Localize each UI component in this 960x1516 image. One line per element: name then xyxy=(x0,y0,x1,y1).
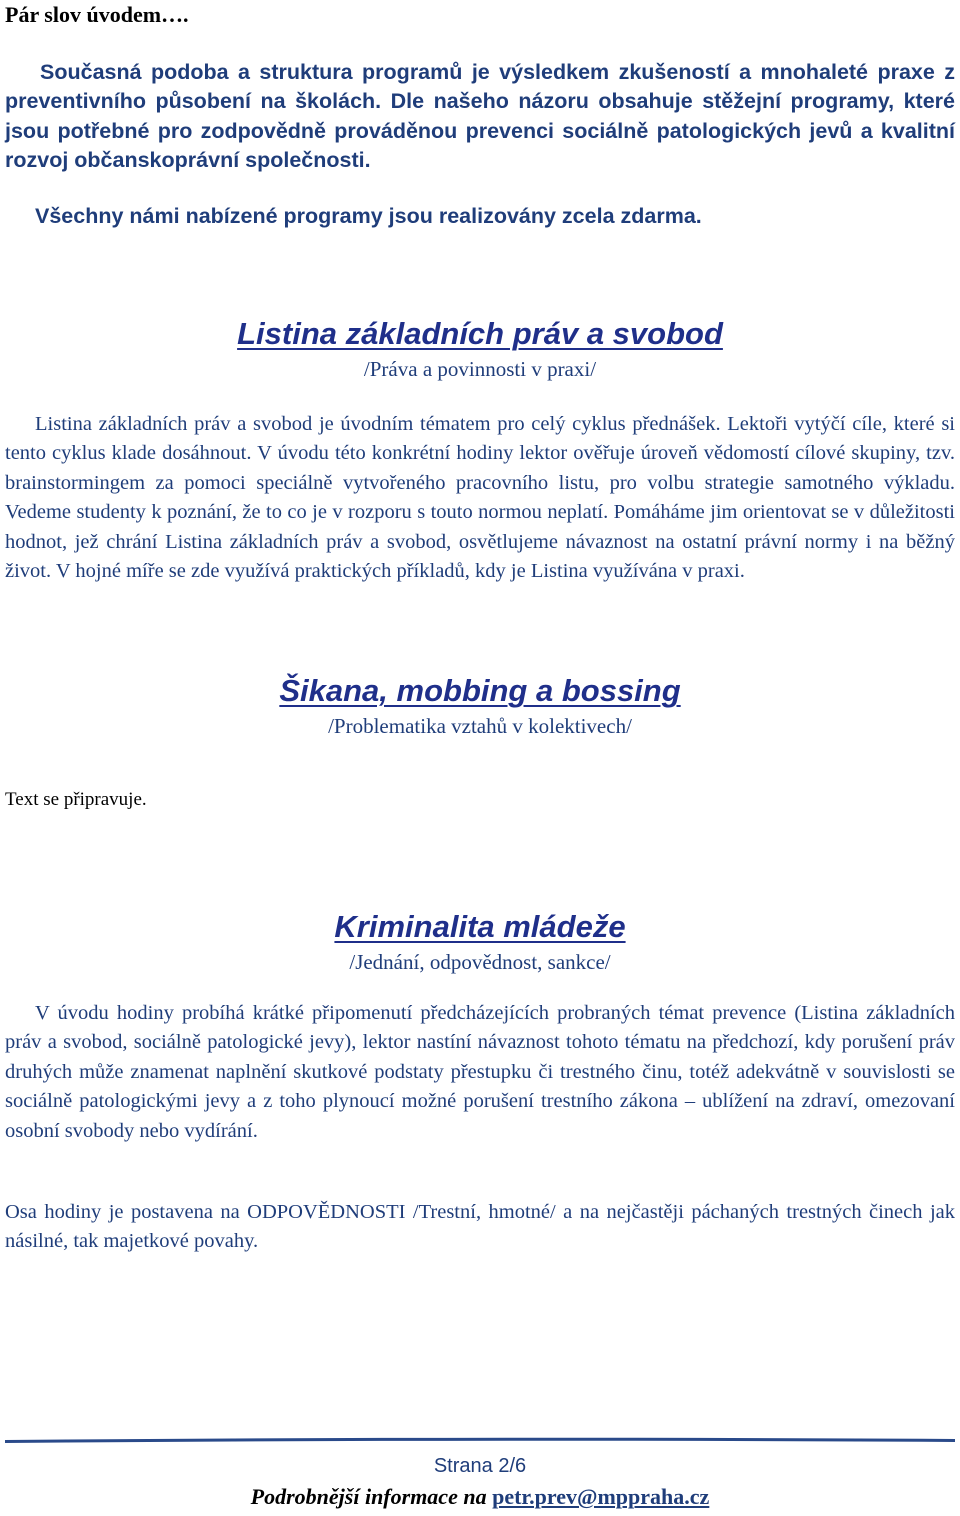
page-title: Pár slov úvodem…. xyxy=(5,2,189,27)
section-subtitle-sikana: /Problematika vztahů v kolektivech/ xyxy=(328,714,632,738)
section-text-kriminalita: V úvodu hodiny probíhá krátké připomenutí předcházejících probraných témat prevence (Listina základních práv a svobod, sociálně patologické jevy), lektor nastíní návaznost tohoto tématu na předchozí, kdy porušení práv druhých může znamenat naplnění skutkové podstaty přestupku či trestného činu, totéž adekvátně v souvislosti se sociálně patologickými jevy a z toho plynoucí možné porušení trestního zákona – ublížení na zdraví, omezovaní osobní svobody nebo vydírání. xyxy=(5,1002,955,1142)
intro-paragraph: Současná podoba a struktura programů je výsledkem zkušeností a mnohaleté praxe z preventivního působení na školách. Dle našeho názoru obsahuje stěžejní programy, které jsou potřebné pro zodpovědně prováděnou prevenci sociálně patologických jevů a kvalitní rozvoj občanskoprávní společnosti. xyxy=(5,60,955,172)
section-title-listina: Listina základních práv a svobod xyxy=(237,316,723,351)
section-title-kriminalita: Kriminalita mládeže xyxy=(334,909,626,944)
section-text-listina: Listina základních práv a svobod je úvodním tématem pro celý cyklus přednášek. Lektoři vytýčí cíle, které si tento cyklus klade dosáhnout. V úvodu této konkrétní hodiny lektor ověřuje úroveň vědomostí cílové skupiny, tzv. brainstormingem za pomoci speciálně vytvořeného pracovního listu, pro volbu strategie samotného výkladu. Vedeme studenty k poznání, že to co je v rozporu s touto normou neplatí. Pomáháme jim orientovat se v důležitosti hodnot, jež chrání Listina základních práv a svobod, osvětlujeme návaznost na ostatní právní normy i na běžný život. V hojné míře se zde využívá praktických příkladů, kdy je Listina využívána v praxi. xyxy=(5,413,955,583)
intro-free-note: Všechny námi nabízené programy jsou realizovány zcela zdarma. xyxy=(35,204,702,228)
section-subtitle-kriminalita: /Jednání, odpovědnost, sankce/ xyxy=(349,950,611,974)
footer-info xyxy=(0,1482,960,1512)
section-text2-kriminalita: Osa hodiny je postavena na ODPOVĚDNOSTI /Trestní, hmotné/ a na nejčastěji páchaných trestných činech jak násilné, tak majetkové povahy. xyxy=(5,1201,955,1253)
section-subtitle-listina: /Práva a povinnosti v praxi/ xyxy=(363,357,597,381)
section-title-sikana: Šikana, mobbing a bossing xyxy=(279,673,681,708)
footer-info-label: Podrobnější informace na xyxy=(250,1484,493,1509)
section-text-sikana: Text se připravuje. xyxy=(5,789,147,810)
footer-page-number: Strana 2/6 xyxy=(433,1455,527,1477)
footer-email-link[interactable]: petr.prev@mppraha.cz xyxy=(492,1484,710,1509)
footer-rule xyxy=(5,1436,955,1444)
